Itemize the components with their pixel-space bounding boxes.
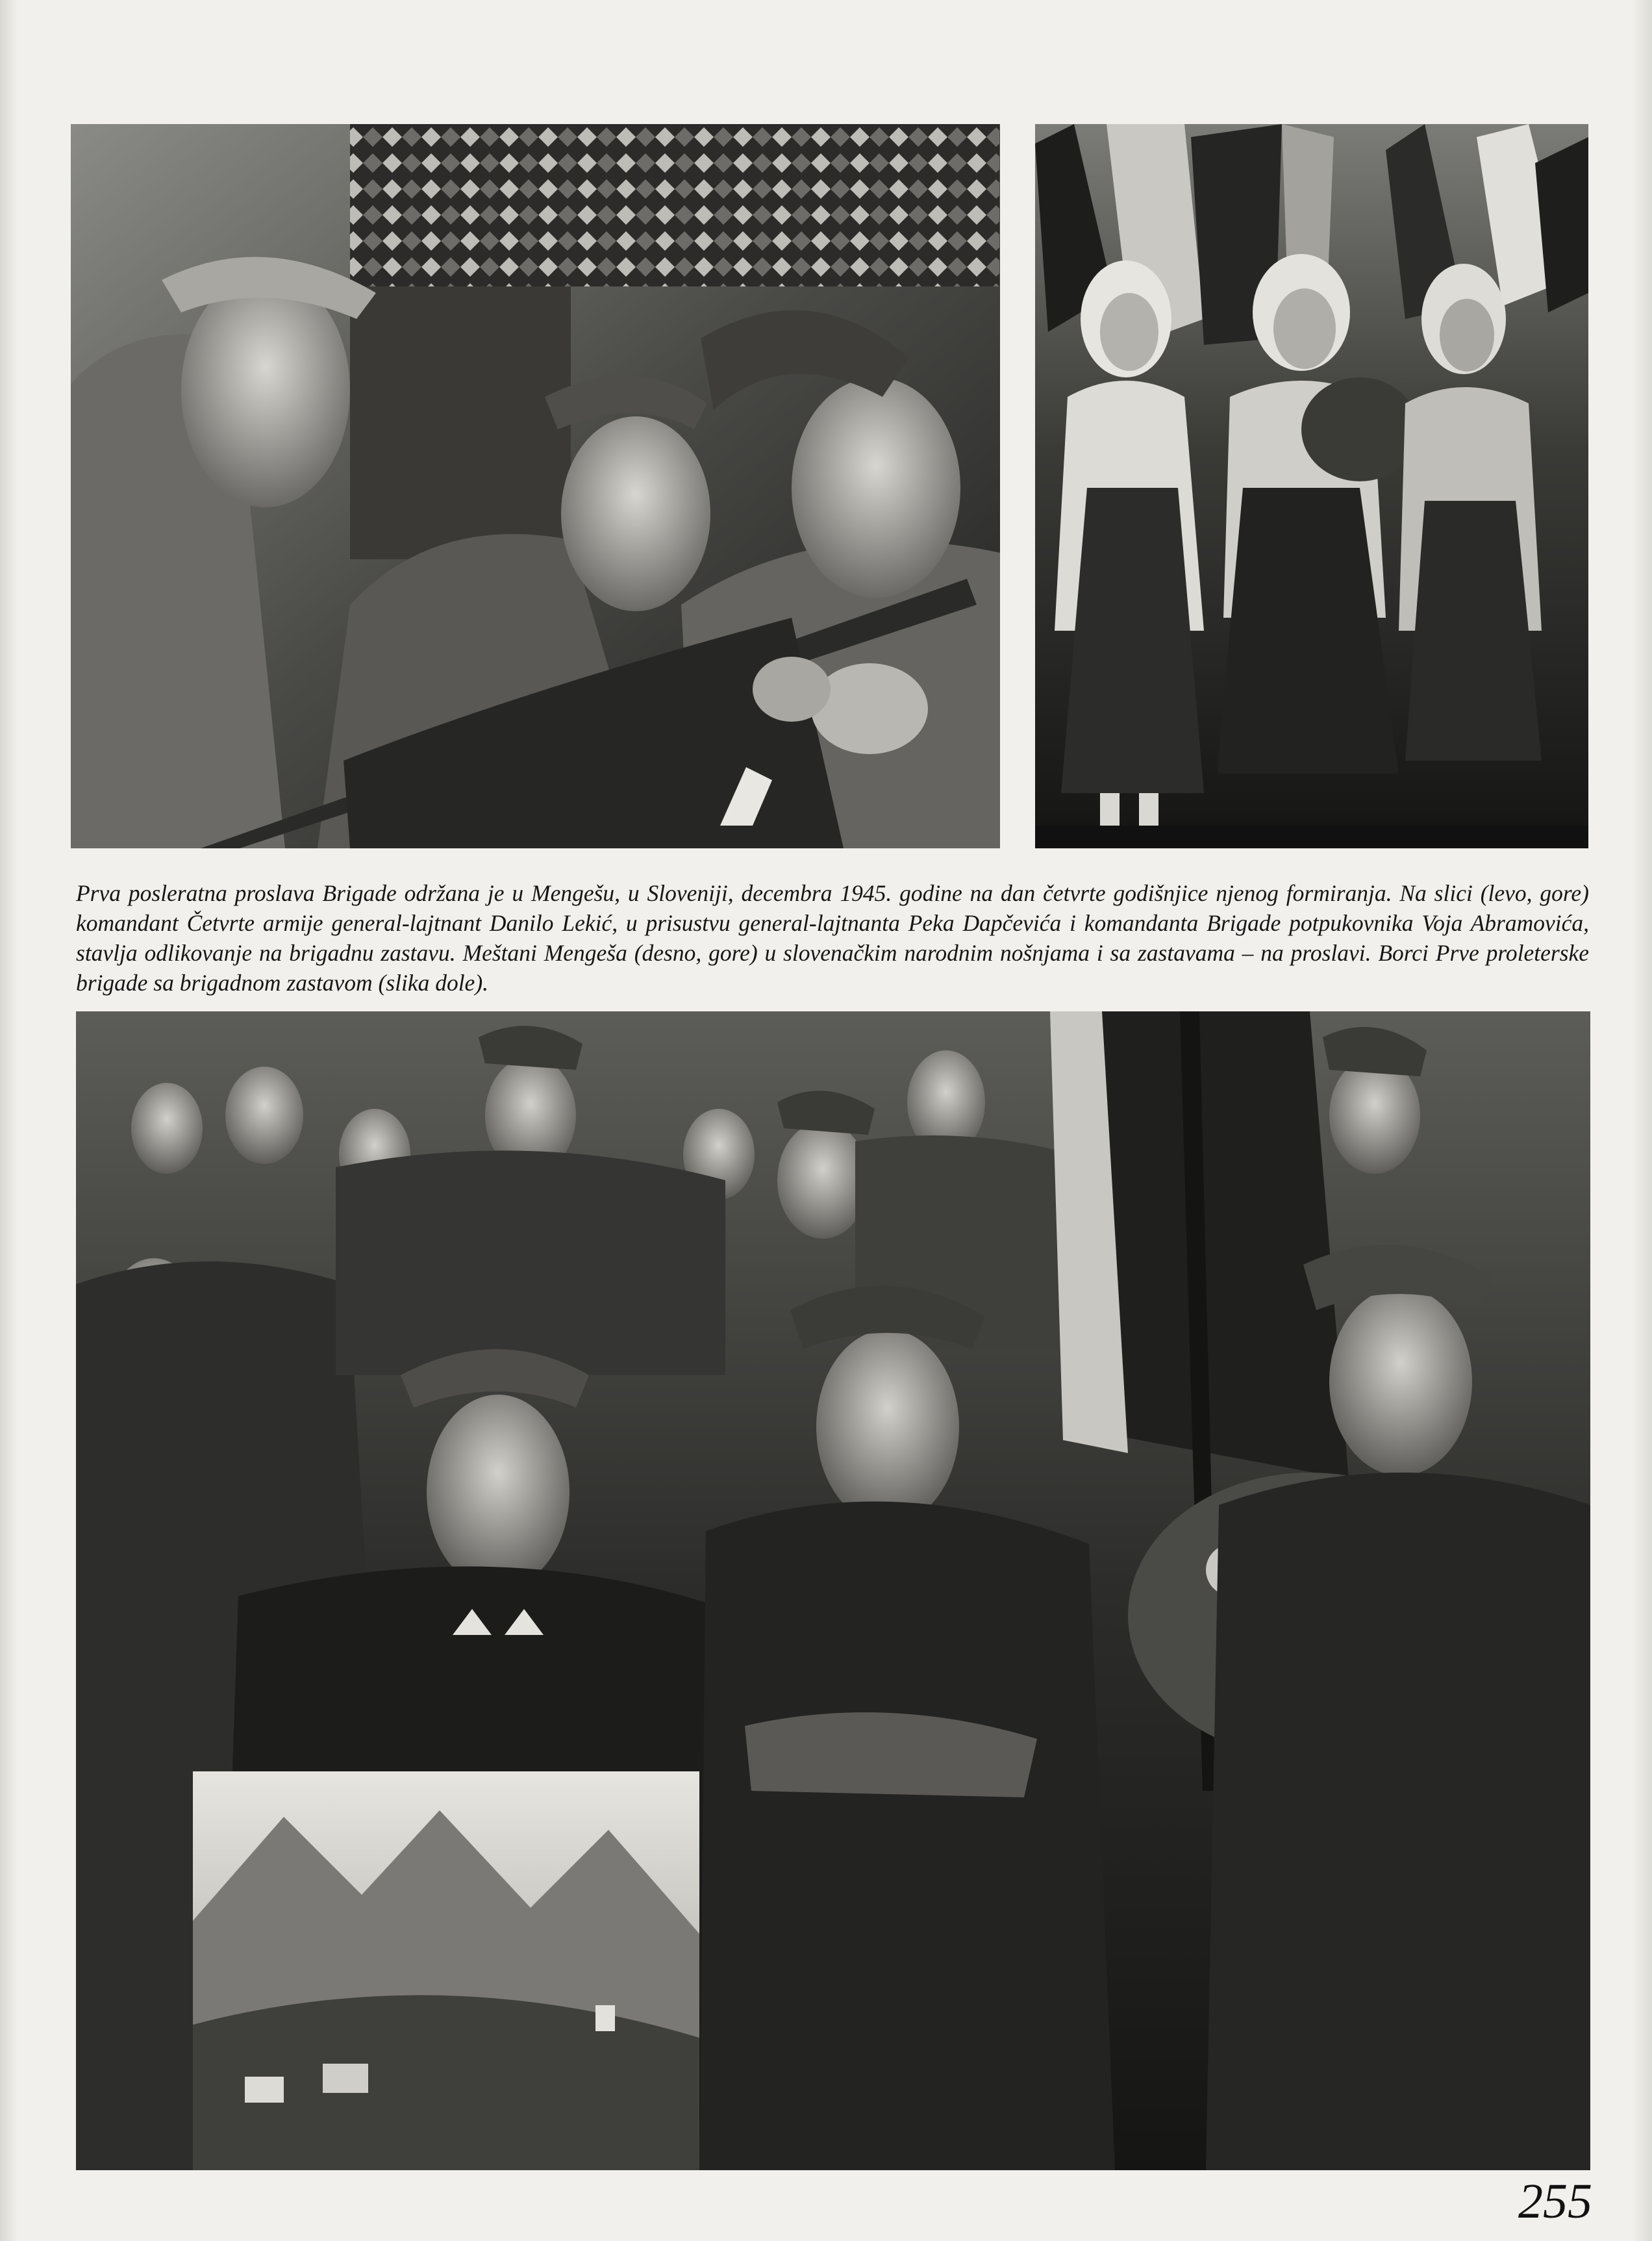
photo-flag-decoration-image: [71, 124, 1000, 848]
page-edge-right: [1633, 0, 1652, 2241]
page-number: 255: [1518, 2174, 1592, 2229]
photo-folk-costumes-image: [1035, 124, 1588, 848]
page-edge-left: [0, 0, 18, 2241]
photo-flag-decoration: [71, 124, 1000, 848]
photo-caption: Prva posleratna proslava Brigade održana je u Mengešu, u Sloveniji, decembra 1945. godine na dan četvrte godišnjice njenog formiranja. Na slici (levo, gore) komandant Četvrte armije general-lajtnant Danilo Lekić, u prisustvu general-lajtnanta Peka Dapčevića i komandanta Brigade potpukovnika Voja Abramovića, stavlja odlikovanje na brigadnu zastavu. Meštani Mengeša (desno, gore) u slovenačkim narodnim nošnjama i sa zastavama – na proslavi. Borci Prve proleterske brigade sa brigadnom zastavom (slika dole).: [76, 880, 1589, 996]
photo-folk-costumes: [1035, 124, 1588, 848]
photo-brigade-soldiers-image: [76, 1011, 1590, 2170]
photo-brigade-soldiers: [76, 1011, 1590, 2170]
